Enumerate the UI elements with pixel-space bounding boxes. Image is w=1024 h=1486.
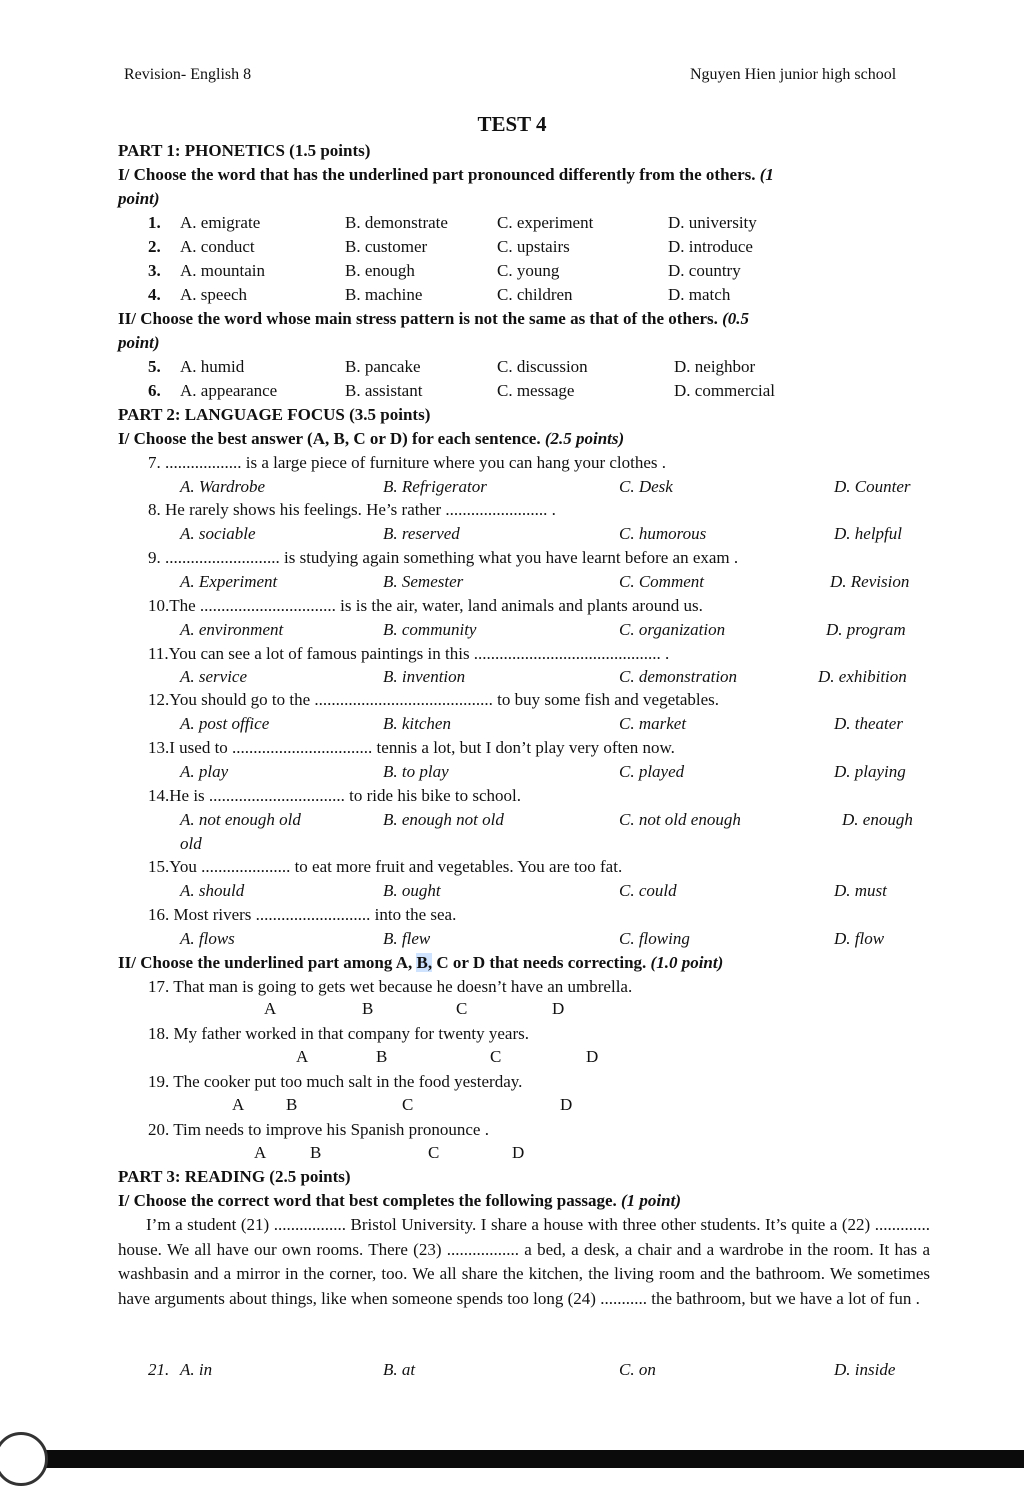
q11-option-c: C. demonstration — [619, 667, 738, 686]
q17-marker-a: A — [264, 999, 277, 1018]
q8-option-d: D. helpful — [834, 524, 902, 543]
part1-heading: PART 1: PHONETICS (1.5 points) — [118, 141, 371, 160]
question-13-stem: 13.I used to ................................. tennis a lot, but I don’t play very often now. — [148, 738, 675, 757]
q9-option-b: B. Semester — [383, 572, 464, 591]
q18-marker-a: A — [296, 1047, 309, 1066]
option-b: B. customer — [345, 237, 428, 256]
option-a: A. appearance — [180, 381, 278, 400]
q8-option-a: A. sociable — [180, 524, 256, 543]
question-number: 2. — [148, 237, 161, 256]
option-a: A. conduct — [180, 237, 255, 256]
q15-option-b: B. ought — [383, 881, 441, 900]
question-18-sentence: 18. My father worked in that company for twenty years. — [148, 1024, 529, 1043]
q13-option-b: B. to play — [383, 762, 449, 781]
instruction-text: I/ Choose the word that has the underlined part pronounced differently from the others. — [118, 165, 756, 184]
q14-option-d: D. enough — [842, 810, 913, 829]
option-d: D. neighbor — [674, 357, 756, 376]
q21-option-d: D. inside — [834, 1360, 896, 1379]
part2-section1-instruction — [118, 429, 624, 449]
q12-option-d: D. theater — [834, 714, 903, 733]
option-d: D. match — [668, 285, 731, 304]
q7-option-d: D. Counter — [834, 477, 911, 496]
q14-option-c: C. not old enough — [619, 810, 741, 829]
instruction-points-cont: point) — [118, 333, 160, 352]
part1-section1-instruction — [118, 165, 774, 185]
question-number: 3. — [148, 261, 161, 280]
q21-option-c: C. on — [619, 1360, 656, 1379]
q12-option-c: C. market — [619, 714, 687, 733]
option-a: A. humid — [180, 357, 245, 376]
q20-marker-d: D — [512, 1143, 525, 1162]
option-b: B. enough — [345, 261, 415, 280]
question-20-sentence: 20. Tim needs to improve his Spanish pronounce . — [148, 1120, 489, 1139]
question-12-stem: 12.You should go to the .......................................... to buy some fish and vegetables. — [148, 690, 720, 709]
option-c: C. upstairs — [497, 237, 570, 256]
q21-option-a: A. in — [180, 1360, 213, 1379]
header-school: Nguyen Hien junior high school — [690, 66, 897, 83]
instruction-points-cont: point) — [118, 189, 160, 208]
q15-option-c: C. could — [619, 881, 677, 900]
test-title: TEST 4 — [477, 112, 547, 136]
passage-text: I’m a student (21) ................. Bristol University. I share a house with three other students. It’s quite a (22) ............. house. We all have our own rooms. There (23) ................. a bed, a desk, a chair and a wardrobe in the room. It has a washbasin and a mirror in the corner, too. We all share the kitchen, the living room and the bathroom. We sometimes have arguments about things, like when someone spends too long (24) ........... the bathroom, but we have a lot of fun . — [118, 1215, 930, 1308]
q20-marker-b: B — [310, 1143, 322, 1162]
instruction-points: (1 — [759, 165, 774, 184]
q15-option-a: A. should — [180, 881, 245, 900]
part1-section2-instruction — [118, 309, 749, 329]
option-b: B. demonstrate — [345, 213, 448, 232]
q10-option-d: D. program — [826, 620, 906, 639]
option-a: A. speech — [180, 285, 248, 304]
circle-icon[interactable] — [0, 1432, 48, 1486]
q9-option-d: D. Revision — [830, 572, 910, 591]
q16-option-c: C. flowing — [619, 929, 690, 948]
reading-passage — [118, 1213, 930, 1311]
option-b: B. pancake — [345, 357, 421, 376]
option-c: C. children — [497, 285, 573, 304]
instruction-points: (1 point) — [621, 1191, 681, 1210]
q12-option-a: A. post office — [180, 714, 270, 733]
q7-option-c: C. Desk — [619, 477, 673, 496]
question-8-stem: 8. He rarely shows his feelings. He’s rather ........................ . — [148, 500, 556, 519]
part3-section1-instruction — [118, 1191, 681, 1211]
q18-marker-d: D — [586, 1047, 599, 1066]
instruction-points: (1.0 point) — [650, 953, 724, 972]
question-number: 5. — [148, 357, 161, 376]
q11-option-b: B. invention — [383, 667, 466, 686]
q16-option-b: B. flew — [383, 929, 431, 948]
q21-number: 21. — [148, 1360, 170, 1379]
question-16-stem: 16. Most rivers ........................... into the sea. — [148, 905, 457, 924]
option-c: C. discussion — [497, 357, 588, 376]
question-9-stem: 9. ........................... is studying again something what you have learnt before an exam . — [148, 548, 739, 567]
instruction-points: (2.5 points) — [544, 429, 625, 448]
q8-option-c: C. humorous — [619, 524, 707, 543]
q15-option-d: D. must — [834, 881, 887, 900]
q21-option-b: B. at — [383, 1360, 416, 1379]
q20-marker-a: A — [254, 1143, 267, 1162]
question-number: 6. — [148, 381, 161, 400]
q9-option-c: C. Comment — [619, 572, 704, 591]
q13-option-a: A. play — [180, 762, 229, 781]
highlighted-selection[interactable]: B, — [416, 953, 433, 972]
q19-marker-d: D — [560, 1095, 573, 1114]
bottom-bar — [0, 1450, 1024, 1468]
q18-marker-b: B — [376, 1047, 388, 1066]
q7-option-b: B. Refrigerator — [383, 477, 487, 496]
question-15-stem: 15.You ..................... to eat more fruit and vegetables. You are too fat. — [148, 857, 623, 876]
q20-marker-c: C — [428, 1143, 440, 1162]
q14-option-b: B. enough not old — [383, 810, 504, 829]
question-11-stem: 11.You can see a lot of famous paintings in this ............................................ . — [148, 644, 670, 663]
question-14-stem: 14.He is ................................ to ride his bike to school. — [148, 786, 522, 805]
option-b: B. assistant — [345, 381, 423, 400]
instruction-text-pre: II/ Choose the underlined part among A, — [118, 953, 413, 972]
option-c: C. young — [497, 261, 560, 280]
option-a: A. mountain — [180, 261, 265, 280]
q17-marker-c: C — [456, 999, 468, 1018]
q17-marker-d: D — [552, 999, 565, 1018]
q16-option-d: D. flow — [834, 929, 885, 948]
instruction-text: I/ Choose the correct word that best completes the following passage. — [118, 1191, 617, 1210]
option-d: D. introduce — [668, 237, 753, 256]
q13-option-c: C. played — [619, 762, 685, 781]
q11-option-a: A. service — [180, 667, 248, 686]
q9-option-a: A. Experiment — [180, 572, 278, 591]
q19-marker-b: B — [286, 1095, 298, 1114]
q13-option-d: D. playing — [834, 762, 906, 781]
instruction-text-post: C or D that needs correcting. — [436, 953, 647, 972]
instruction-text: II/ Choose the word whose main stress pattern is not the same as that of the others. — [118, 309, 718, 328]
q14-option-a-continued: old — [180, 834, 202, 853]
instruction-points: (0.5 — [722, 309, 750, 328]
question-17-sentence: 17. That man is going to gets wet because he doesn’t have an umbrella. — [148, 977, 633, 996]
part2-section2-instruction — [118, 953, 723, 973]
option-c: C. message — [497, 381, 575, 400]
question-number: 1. — [148, 213, 161, 232]
q8-option-b: B. reserved — [383, 524, 460, 543]
q18-marker-c: C — [490, 1047, 502, 1066]
q14-option-a: A. not enough old — [180, 810, 301, 829]
header-course: Revision- English 8 — [124, 66, 252, 83]
q16-option-a: A. flows — [180, 929, 235, 948]
option-a: A. emigrate — [180, 213, 261, 232]
question-10-stem: 10.The ................................ is is the air, water, land animals and plants around us. — [148, 596, 703, 615]
option-c: C. experiment — [497, 213, 594, 232]
q19-marker-a: A — [232, 1095, 245, 1114]
q10-option-b: B. community — [383, 620, 477, 639]
q7-option-a: A. Wardrobe — [180, 477, 265, 496]
option-b: B. machine — [345, 285, 423, 304]
q12-option-b: B. kitchen — [383, 714, 451, 733]
q17-marker-b: B — [362, 999, 374, 1018]
part3-heading: PART 3: READING (2.5 points) — [118, 1167, 351, 1186]
question-19-sentence: 19. The cooker put too much salt in the food yesterday. — [148, 1072, 523, 1091]
q19-marker-c: C — [402, 1095, 414, 1114]
option-d: D. country — [668, 261, 741, 280]
instruction-text: I/ Choose the best answer (A, B, C or D) for each sentence. — [118, 429, 541, 448]
part2-heading: PART 2: LANGUAGE FOCUS (3.5 points) — [118, 405, 431, 424]
question-number: 4. — [148, 285, 161, 304]
option-d: D. commercial — [674, 381, 776, 400]
q10-option-a: A. environment — [180, 620, 284, 639]
q10-option-c: C. organization — [619, 620, 726, 639]
question-7-stem: 7. .................. is a large piece of furniture where you can hang your clothes . — [148, 453, 667, 472]
q11-option-d: D. exhibition — [818, 667, 907, 686]
option-d: D. university — [668, 213, 757, 232]
